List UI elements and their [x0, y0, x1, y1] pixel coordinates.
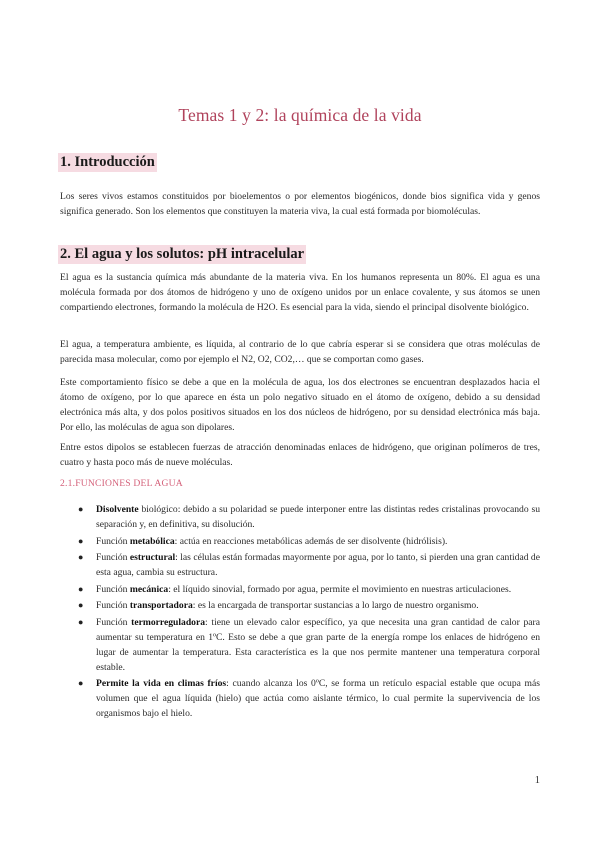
document-title: Temas 1 y 2: la química de la vida	[178, 105, 422, 125]
keyword: estructural	[129, 552, 176, 563]
bullet-icon: ●	[78, 600, 84, 610]
keyword: mecánica	[129, 583, 169, 595]
subsection-heading-funciones: 2.1.FUNCIONES DEL AGUA	[60, 478, 183, 489]
list-item: ● Función transportadora: es la encargada de transportar sustancias a lo largo de nuestro organismo.	[78, 600, 479, 611]
keyword: Disolvente	[96, 504, 139, 515]
keyword: termorreguladora	[131, 616, 206, 628]
paragraph: Entre estos dipolos se establecen fuerzas de atracción denominadas enlaces de hidrógeno, que originan polímeros de tres, cuatro y hasta poco más de nueve moléculas.	[60, 442, 540, 468]
list-item: ● Función mecánica: el líquido sinovial, formado por agua, permite el movimiento en nuestras articulaciones.	[78, 583, 512, 595]
bullet-icon: ●	[78, 583, 84, 594]
paragraph: Este comportamiento físico se debe a que en la molécula de agua, los dos electrones se encuentran desplazados hacia el átomo de oxígeno, por lo que aparece en ésta un polo negativo situado en el átomo de oxígeno, debido a su densidad electrónica más alta, y dos polos positivos situados en los dos núcleos de hidrógeno, por su densidad electrónica más baja. Por ello, las moléculas de agua son dipolares.	[60, 377, 540, 433]
paragraph: El agua, a temperatura ambiente, es líquida, al contrario de lo que cabría esperar si se considera que otras moléculas de parecida masa molecular, como por ejemplo el N2, O2, CO2,… que se comportan como gases.	[60, 339, 540, 365]
section-heading-introduccion: 1. Introducción	[60, 154, 155, 170]
functions-list	[62, 502, 540, 723]
list-item: ● Función metabólica: actúa en reacciones metabólicas además de ser disolvente (hidrólisis).	[78, 535, 448, 547]
list-item: ● Permite la vida en climas fríos: cuando alcanza los 0ºC, se forma un retículo espacial estable que ocupa más volumen que el agua líquida (hielo) que actúa como aislante térmico, lo cual permite la supervivencia de los organismos bajo el hielo.	[78, 678, 540, 719]
keyword: metabólica	[129, 535, 175, 547]
keyword: transportadora	[129, 600, 193, 611]
list-item: ● Función termorreguladora: tiene un elevado calor específico, ya que necesita una gran cantidad de calor para aumentar su temperatura en 1ºC. Esto se debe a que gran parte de la energía rompe los enlaces de hidrógeno en lugar de aumentar la temperatura. Esta característica es la que nos permite mantener una temperatura corporal estable.	[78, 616, 540, 673]
paragraph: El agua es la sustancia química más abundante de la materia viva. En los humanos representa un 80%. El agua es una molécula formada por dos átomos de hidrógeno y uno de oxígeno unidos por un enlace covalente, y sus átomos se unen compartiendo electrones, formando la molécula de H2O. Es esencial para la vida, siendo el principal disolvente biológico.	[60, 272, 540, 313]
page-number: 1	[534, 775, 540, 786]
bullet-icon: ●	[78, 616, 84, 627]
bullet-icon: ●	[78, 535, 84, 546]
intro-paragraph: Los seres vivos estamos constituidos por bioelementos o por elementos biogénicos, donde bios significa vida y genos significa generado. Son los elementos que constituyen la materia viva, la cual está formada por biomoléculas.	[60, 191, 540, 217]
bullet-icon: ●	[78, 552, 84, 562]
list-item: ● Función estructural: las células están formadas mayormente por agua, por lo tanto, si pierden una gran cantidad de esta agua, cambia su estructura.	[78, 552, 540, 578]
bullet-icon: ●	[78, 504, 84, 514]
list-item: ● Disolvente biológico: debido a su polaridad se puede interponer entre las distintas redes cristalinas provocando su separación y, en definitiva, su disolución.	[78, 504, 540, 530]
bullet-icon: ●	[78, 678, 84, 688]
keyword: Permite la vida en climas fríos	[96, 678, 227, 689]
section-heading-agua: 2. El agua y los solutos: pH intracelular	[60, 246, 305, 262]
